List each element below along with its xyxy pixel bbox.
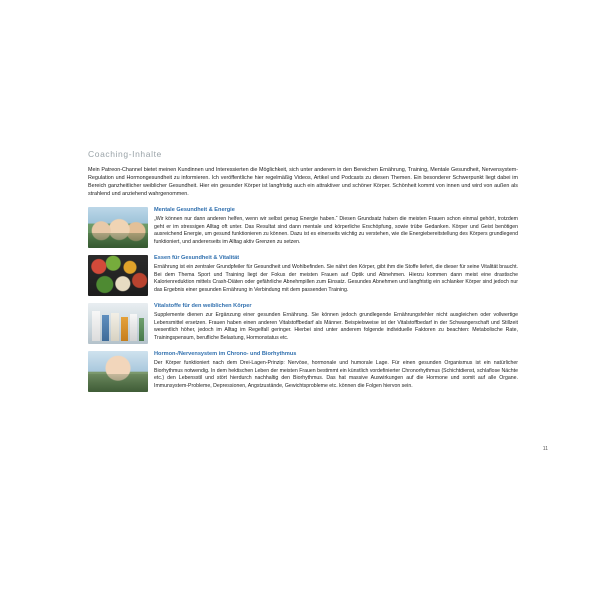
healthy-food-flatlay-photo [88,255,148,296]
supplement-bottles-photo [88,303,148,344]
block-text: Der Körper funktioniert nach dem Drei-Lagen-Prinzip: Nervöse, hormonale und humorale Lage. Für einen gesunden Organismus ist ein natürlicher Biorhythmus notwendig. In dem hektischen Leben der meisten Frauen bestimmt ein künstlich vordefinierter Chronorhythmus (Schichtdienst, schlaflose Nächte etc.) den Lebensstil und stört hierdurch nachhaltig den Biorhythmus. Das hat massive Auswirkungen auf die Hormone und somit auf alle Organe. Immunsystem-Probleme, Depressionen, Angstzustände, Gewichtsprobleme etc. können die Folgen hiervon sein. [154,360,518,389]
content-block-hormones [88,351,518,392]
block-heading: Mentale Gesundheit & Energie [154,207,235,214]
block-heading: Vitalstoffe für den weiblichen Körper [154,303,252,310]
page-number: 11 [542,446,548,452]
document-page [28,131,572,465]
content-block-supplements [88,303,518,344]
content-block-mental-health [88,207,518,248]
block-heading: Hormon-/Nervensystem im Chrono- und Biorhythmus [154,351,297,358]
page-title: Coaching-Inhalte [88,149,162,159]
block-text: Supplemente dienen zur Ergänzung einer gesunden Ernährung. Sie können jedoch grundlegende Ernährungsfehler nicht ausgleichen oder vollwertige Lebensmittel ersetzen. Frauen haben einen anderen Vitalstoffbedarf als Männer. Beispielsweise ist der Vitalstoffbedarf in der Schwangerschaft und Stillzeit wesentlich höher, jedoch im Alltag im Regelfall geringer. Hierbei sind unter anderem folgende individuelle Faktoren zu beachten: Metabolische Rate, Trainingspensum, berufliche Belastung, Hormonstatus etc. [154,312,518,341]
block-text: Ernährung ist ein zentraler Grundpfeiler für Gesundheit und Wohlbefinden. Sie nährt den Körper, gibt ihm die Stoffe liefert, die dieser für seine Vitalität braucht. Bei dem Thema Sport und Training liegt der Fokus der meisten Frauen auf Optik und Abnehmen. Hierzu kommen dann meist eine drastische Kalorienreduktion mittels Crash-Diäten oder gefährliche Abnehmpillen zum Einsatz. Gesundes Abnehmen und langfristig ein schlanker Körper sind jedoch nur das Ergebnis einer gesunden Ernährung in Verbindung mit dem passenden Training. [154,264,518,293]
content-block-body [154,207,518,246]
content-block-body [154,255,518,294]
block-text: „Wir können nur dann anderen helfen, wenn wir selbst genug Energie haben.“ Diesen Grundsatz haben die meisten Frauen schon einmal gehört, trotzdem geht er im stressigen Alltag oft unter. Das Resultat sind dann mentale und körperliche Erschöpfung, sowie trübe Gedanken. Körper und Geist benötigen ausreichend Energie, um gesund funktionieren zu können. Dazu ist es einerseits wichtig zu verstehen, wie die Energiebereitstellung des Körpers grundlegend funktioniert, und andererseits im Alltag aktiv Grenzen zu setzen. [154,216,518,245]
content-block-body [154,303,518,342]
block-heading: Essen für Gesundheit & Vitalität [154,255,240,262]
content-block-nutrition [88,255,518,296]
portrait-two-women-photo [88,207,148,248]
woman-sunlight-portrait-photo [88,351,148,392]
document-content [88,149,518,399]
content-block-body [154,351,518,390]
intro-paragraph: Mein Patreon-Channel bietet meinen Kundinnen und Interessierten die Möglichkeit, sich unter anderem in den Bereichen Ernährung, Training, Mentale Gesundheit, Nervensystem-Regulation und Hormongesundheit zu informieren. Ich veröffentliche hier regelmäßig Videos, Artikel und Podcasts zu diesen Themen. Ein besonderer Schwerpunkt liegt dabei im Bereich ganzheitlicher weiblicher Gesundheit. Hier ein gesunder Körper ist langfristig auch ein attraktiver und schöner Körper. Schönheit kommt von innen und wird von außen als strahlend und anziehend wahrgenommen. [88,167,518,198]
